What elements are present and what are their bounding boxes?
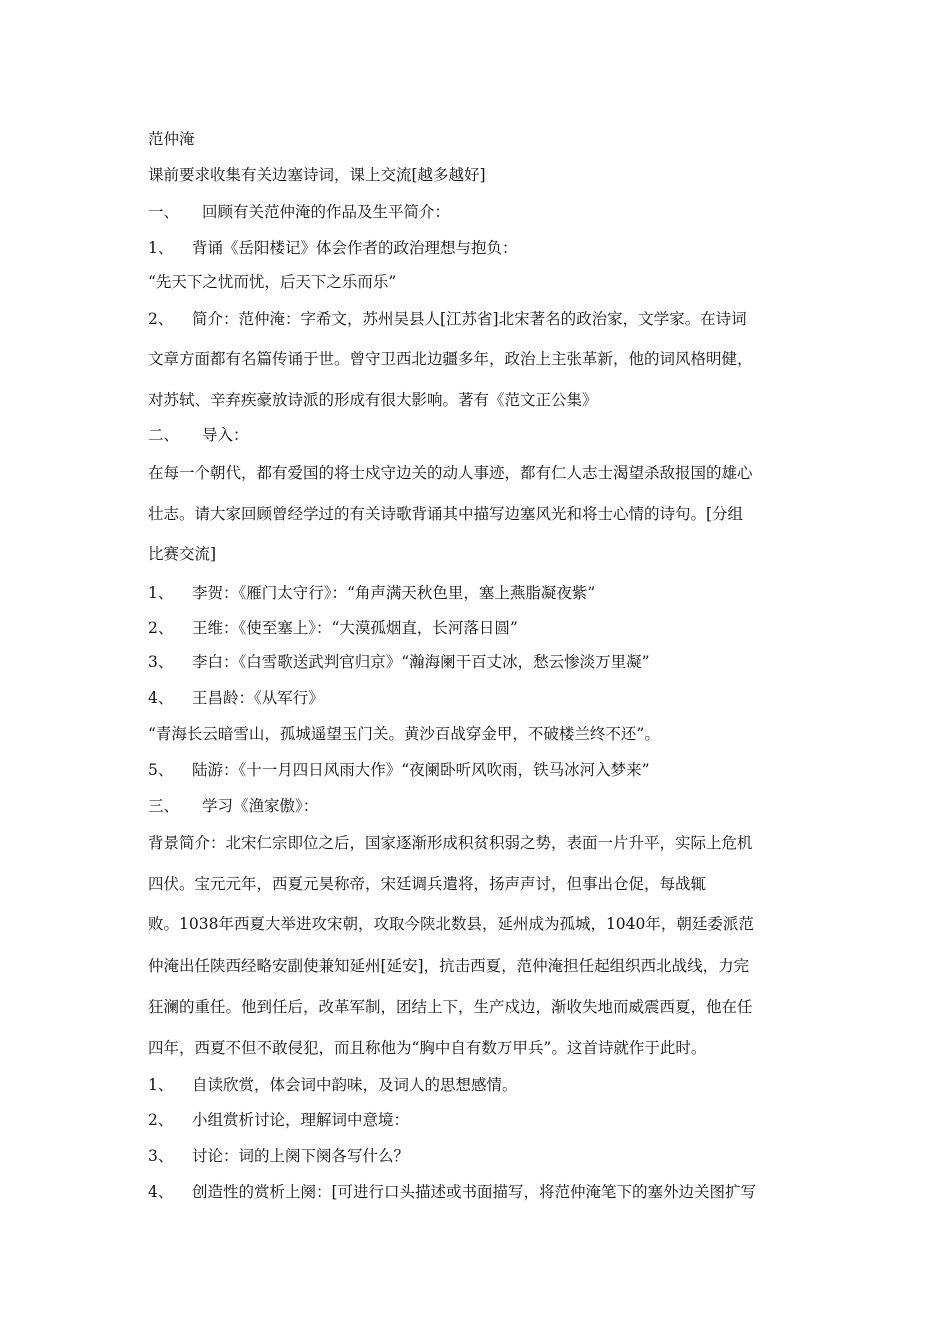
item-number: 1、 <box>148 1076 174 1094</box>
section-number: 三、 <box>148 797 180 815</box>
item-number: 1、 <box>148 239 174 257</box>
requirement-text: 课前要求收集有关边塞诗词，课上交流[越多越好] <box>148 166 486 184</box>
item-text: 小组赏析讨论，理解词中意境： <box>192 1111 410 1129</box>
paragraph-line: 败。1038年西夏大举进攻宋朝，攻取今陕北数县，延州成为孤城，1040年，朝廷委派范 <box>148 915 754 933</box>
item-text: 陆游：《十一月四日风雨大作》“夜阑卧听风吹雨，铁马冰河入梦来” <box>192 761 650 779</box>
paragraph-line: 四伏。宝元元年，西夏元昊称帝，宋廷调兵遣将，扬声声讨，但事出仓促，每战辄 <box>148 875 707 893</box>
section-text: 学习《渔家傲》： <box>202 797 319 815</box>
item-text: 创造性的赏析上阕：[可进行口头描述或书面描写，将范仲淹笔下的塞外边关图扩写 <box>192 1183 757 1201</box>
item-number: 4、 <box>148 1183 174 1201</box>
paragraph-line: 仲淹出任陕西经略安副使兼知延州[延安]，抗击西夏，范仲淹担任起组织西北战线，力完 <box>148 957 750 975</box>
item-number: 3、 <box>148 653 174 671</box>
poem-item <box>148 617 518 639</box>
item-text: 李白：《白雪歌送武判官归京》“瀚海阑干百丈冰，愁云惨淡万里凝” <box>192 653 650 671</box>
item-number: 2、 <box>148 310 174 328</box>
poem-item <box>148 651 650 673</box>
paragraph-line: 对苏轼、辛弃疾豪放诗派的形成有很大影响。著有《范文正公集》 <box>148 391 598 409</box>
paragraph-line: 背景简介：北宋仁宗即位之后，国家逐渐形成积贫积弱之势，表面一片升平，实际上危机 <box>148 834 753 852</box>
paragraph-line: 比赛交流] <box>148 545 217 563</box>
doc-title: 范仲淹 <box>148 130 195 148</box>
section-3-heading <box>148 795 318 817</box>
list-item <box>148 308 747 330</box>
task-item <box>148 1074 518 1096</box>
item-text: 王昌龄：《从军行》 <box>192 689 324 707</box>
item-number: 2、 <box>148 619 174 637</box>
poem-item <box>148 759 650 781</box>
paragraph-line: 狂澜的重任。他到任后，改革军制，团结上下，生产戍边，渐收失地而威震西夏，他在任 <box>148 998 753 1016</box>
paragraph-line: 四年，西夏不但不敢侵犯，而且称他为“胸中自有数万甲兵”。这首诗就作于此时。 <box>148 1039 707 1057</box>
item-text: 李贺：《雁门太守行》：“角声满天秋色里，塞上燕脂凝夜紫” <box>192 584 596 602</box>
item-number: 4、 <box>148 689 174 707</box>
paragraph-line: 文章方面都有名篇传诵于世。曾守卫西北边疆多年，政治上主张革新，他的词风格明健， <box>148 350 753 368</box>
paragraph-line: 壮志。请大家回顾曾经学过的有关诗歌背诵其中描写边塞风光和将士心情的诗句。[分组 <box>148 505 744 523</box>
section-1-heading <box>148 201 450 223</box>
item-text: 背诵《岳阳楼记》体会作者的政治理想与抱负： <box>192 239 518 257</box>
item-number: 5、 <box>148 761 174 779</box>
list-item <box>148 237 518 259</box>
section-number: 二、 <box>148 426 180 444</box>
item-text: 简介：范仲淹：字希文，苏州吴县人[江苏省]北宋著名的政治家，文学家。在诗词 <box>192 310 747 328</box>
section-2-heading <box>148 424 249 446</box>
task-item <box>148 1109 409 1131</box>
quote-text: “先天下之忧而忧，后天下之乐而乐” <box>148 273 397 291</box>
item-number: 2、 <box>148 1111 174 1129</box>
paragraph-line: 在每一个朝代，都有爱国的将士戍守边关的动人事迹，都有仁人志士渴望杀敌报国的雄心 <box>148 464 753 482</box>
poem-item <box>148 687 324 709</box>
item-text: 自读欣赏，体会词中韵味，及词人的思想感情。 <box>192 1076 518 1094</box>
task-item <box>148 1145 409 1167</box>
quote-text: “青海长云暗雪山，孤城遥望玉门关。黄沙百战穿金甲，不破楼兰终不还”。 <box>148 725 660 743</box>
section-text: 导入： <box>202 426 249 444</box>
section-text: 回顾有关范仲淹的作品及生平简介： <box>202 203 451 221</box>
section-number: 一、 <box>148 203 180 221</box>
poem-item <box>148 582 595 604</box>
item-number: 1、 <box>148 584 174 602</box>
item-text: 王维：《使至塞上》：“大漠孤烟直，长河落日圆” <box>192 619 518 637</box>
task-item <box>148 1181 756 1203</box>
item-text: 讨论：词的上阕下阕各写什么？ <box>192 1147 410 1165</box>
item-number: 3、 <box>148 1147 174 1165</box>
